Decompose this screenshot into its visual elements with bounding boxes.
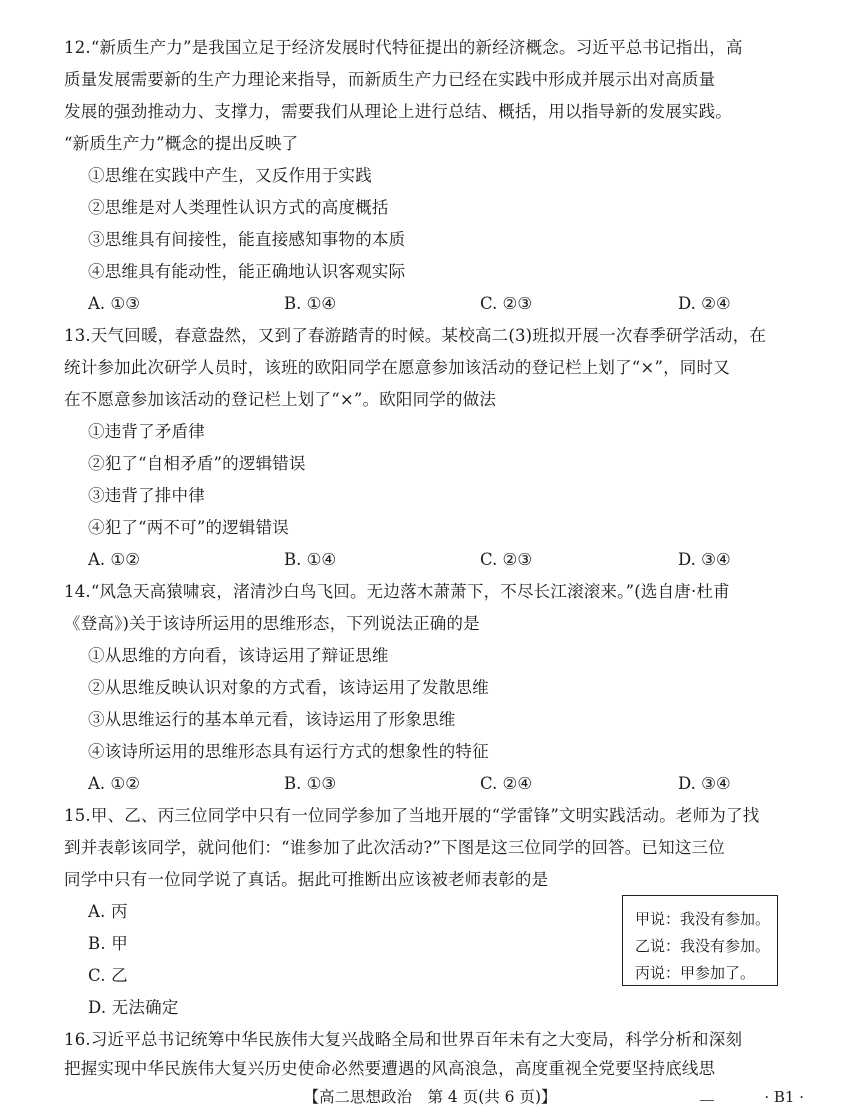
page-footer: 【高二思想政治 第 4 页(共 6 页)】	[303, 1088, 557, 1106]
question-13-item-3: ③违背了排中律	[88, 486, 205, 505]
option-d: D. ③④	[678, 774, 731, 793]
answer-quote-box	[622, 895, 778, 986]
question-14-item-3: ③从思维运行的基本单元看，该诗运用了形象思维	[88, 710, 456, 729]
question-15-option-d: D. 无法确定	[88, 998, 179, 1017]
option-b: B. ①④	[284, 294, 337, 313]
question-12-item-2: ②思维是对人类理性认识方式的高度概括	[88, 198, 389, 217]
question-12-item-3: ③思维具有间接性，能直接感知事物的本质	[88, 230, 406, 249]
question-14-item-2: ②从思维反映认识对象的方式看，该诗运用了发散思维	[88, 678, 489, 697]
question-12-stem-line-2: 质量发展需要新的生产力理论来指导，而新质生产力已经在实践中形成并展示出对高质量	[64, 70, 716, 89]
option-d: D. ③④	[678, 550, 731, 569]
question-13-options	[88, 549, 804, 571]
question-12-stem-line-1: 12.“新质生产力”是我国立足于经济发展时代特征提出的新经济概念。习近平总书记指出，高	[64, 38, 743, 57]
option-a: A. ①②	[88, 550, 140, 569]
question-12-options	[88, 293, 804, 315]
question-14-item-1: ①从思维的方向看，该诗运用了辩证思维	[88, 646, 389, 665]
option-a: A. ①②	[88, 774, 140, 793]
question-16-stem-line-2: 把握实现中华民族伟大复兴历史使命必然要遭遇的风高浪急，高度重视全党要坚持底线思	[64, 1059, 716, 1078]
question-12-stem-line-4: “新质生产力”概念的提出反映了	[64, 134, 299, 153]
option-b: B. ①③	[284, 774, 337, 793]
question-15-stem-line-3: 同学中只有一位同学说了真话。据此可推断出应该被老师表彰的是	[64, 870, 549, 889]
option-c: C. ②③	[480, 294, 533, 313]
option-b: B. ①④	[284, 550, 337, 569]
question-12-stem-line-3: 发展的强劲推动力、支撑力，需要我们从理论上进行总结、概括，用以指导新的发展实践。	[64, 102, 732, 121]
question-15-option-a: A. 丙	[88, 902, 128, 921]
footer-mark	[700, 1100, 714, 1101]
quote-jia: 甲说：我没有参加。	[635, 910, 771, 928]
question-14-stem-line-2: 《登高》)关于该诗所运用的思维形态，下列说法正确的是	[64, 614, 480, 633]
question-13-item-2: ②犯了“自相矛盾”的逻辑错误	[88, 454, 306, 473]
option-a: A. ①③	[88, 294, 140, 313]
page-code: · B1 ·	[764, 1088, 804, 1106]
question-15-stem-line-1: 15.甲、乙、丙三位同学中只有一位同学参加了当地开展的“学雷锋”文明实践活动。老师为了找	[64, 806, 760, 825]
option-d: D. ②④	[678, 294, 731, 313]
question-12-item-1: ①思维在实践中产生，又反作用于实践	[88, 166, 372, 185]
question-13-stem-line-1: 13.天气回暖，春意盎然，又到了春游踏青的时候。某校高二(3)班拟开展一次春季研学活动，在	[64, 326, 767, 345]
question-13-item-4: ④犯了“两不可”的逻辑错误	[88, 518, 289, 537]
option-c: C. ②③	[480, 550, 533, 569]
question-14-options	[88, 773, 804, 795]
option-c: C. ②④	[480, 774, 533, 793]
question-13-stem-line-2: 统计参加此次研学人员时，该班的欧阳同学在愿意参加该活动的登记栏上划了“×”，同时又	[64, 358, 730, 377]
question-15-option-c: C. 乙	[88, 966, 128, 985]
question-13-item-1: ①违背了矛盾律	[88, 422, 205, 441]
question-15-stem-line-2: 到并表彰该同学，就问他们：“谁参加了此次活动?”下图是这三位同学的回答。已知这三位	[64, 838, 725, 857]
quote-bing: 丙说：甲参加了。	[635, 964, 756, 982]
question-14-item-4: ④该诗所运用的思维形态具有运行方式的想象性的特征	[88, 742, 489, 761]
question-12-item-4: ④思维具有能动性，能正确地认识客观实际	[88, 262, 406, 281]
question-13-stem-line-3: 在不愿意参加该活动的登记栏上划了“×”。欧阳同学的做法	[64, 390, 497, 409]
quote-yi: 乙说：我没有参加。	[635, 937, 771, 955]
question-15-option-b: B. 甲	[88, 934, 128, 953]
question-16-stem-line-1: 16.习近平总书记统筹中华民族伟大复兴战略全局和世界百年未有之大变局，科学分析和深刻	[64, 1030, 743, 1049]
question-14-stem-line-1: 14.“风急天高猿啸哀，渚清沙白鸟飞回。无边落木萧萧下，不尽长江滚滚来。”(选自唐·杜甫	[64, 582, 730, 601]
